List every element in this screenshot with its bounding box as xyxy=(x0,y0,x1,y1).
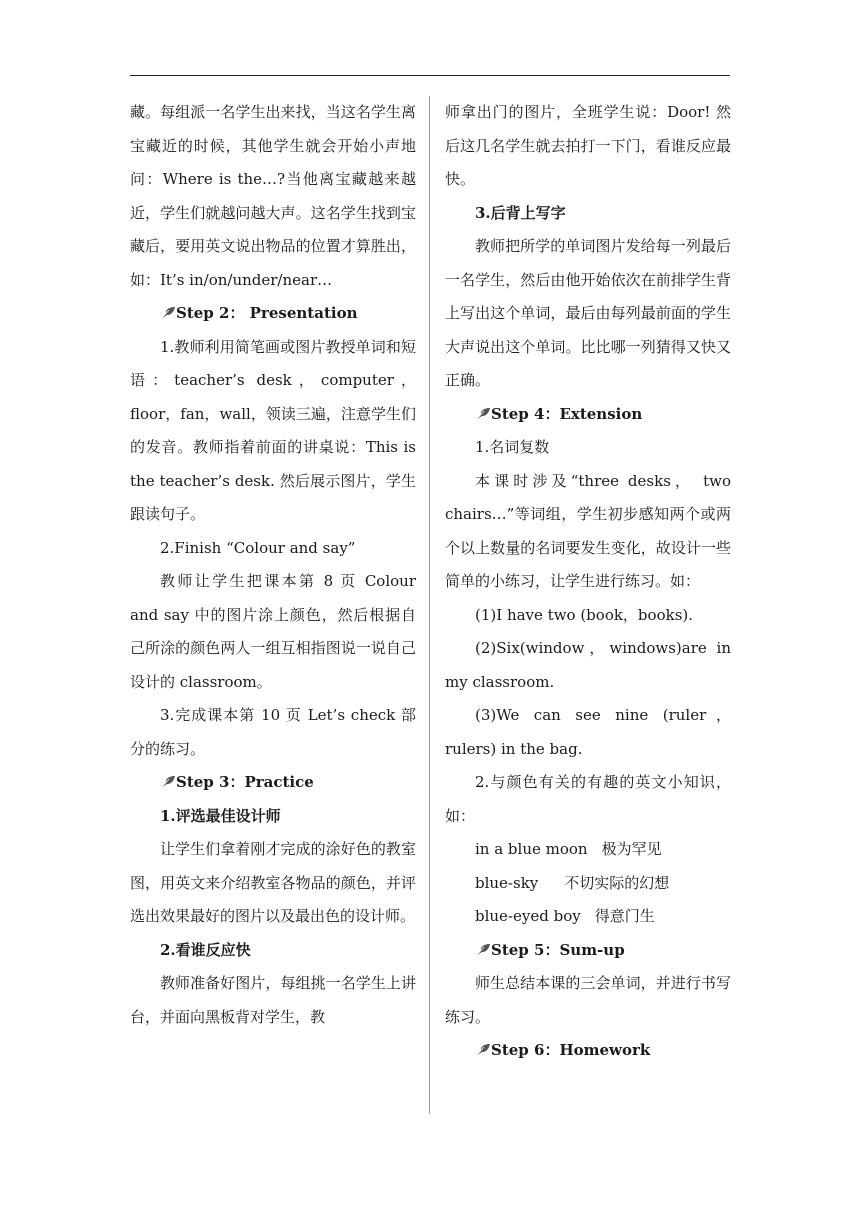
paragraph: 2.Finish “Colour and say” xyxy=(160,538,356,557)
exercise-item: (3)We can see nine (ruler，rulers) in the bag. xyxy=(445,706,731,758)
step-title: Step 5：Sum-up xyxy=(491,940,625,959)
phrase-en: blue-sky xyxy=(475,873,539,892)
column-divider xyxy=(429,96,430,1114)
paragraph: 2.与颜色有关的有趣的英文小知识，如： xyxy=(445,773,731,825)
step-title: Step 2： Presentation xyxy=(176,304,358,322)
sub-heading: 1.评选最佳设计师 xyxy=(160,806,281,825)
paragraph: 本课时涉及“three desks， two chairs…”等词组，学生初步感知两个或两个以上数量的名词要发生变化，故设计一些简单的小练习，让学生进行练习。如： xyxy=(445,471,731,590)
paragraph: 藏。每组派一名学生出来找，当这名学生离宝藏近的时候，其他学生就会开始小声地问：Where is the…?当他离宝藏越来越近，学生们就越问越大声。这名学生找到宝藏后，要用英文说出物品的位置才算胜出，如：It’s in/on/under/near… xyxy=(130,103,416,289)
step-heading xyxy=(445,398,731,432)
paragraph: 1.名词复数 xyxy=(475,438,550,456)
feather-pen-icon xyxy=(160,775,176,789)
paragraph: 1.教师利用简笔画或图片教授单词和短语：teacher’s desk，computer，floor，fan，wall，领读三遍，注意学生们的发音。教师指着前面的讲桌说：This is the teacher’s desk. 然后展示图片，学生跟读句子。 xyxy=(130,337,416,523)
phrase-zh: 得意门生 xyxy=(594,907,655,925)
paragraph: 教师把所学的单词图片发给每一列最后一名学生，然后由他开始依次在前排学生背上写出这个单词，最后由每列最前面的学生大声说出这个单词。比比哪一列猜得又快又正确。 xyxy=(445,237,731,389)
exercise-item: (1)I have two (book，books). xyxy=(475,605,694,624)
paragraph: 教师让学生把课本第 8 页 Colour and say 中的图片涂上颜色，然后根据自己所涂的颜色两人一组互相指图说一说自己设计的 classroom。 xyxy=(130,572,416,691)
sub-heading: 2.看谁反应快 xyxy=(160,940,251,959)
feather-pen-icon xyxy=(475,1043,491,1057)
phrase-zh: 不切实际的幻想 xyxy=(564,873,670,892)
right-column xyxy=(445,96,731,1068)
step-title: Step 6：Homework xyxy=(491,1041,651,1059)
paragraph: 教师准备好图片，每组挑一名学生上讲台，并面向黑板背对学生，教 xyxy=(130,974,416,1026)
step-heading xyxy=(130,297,416,331)
paragraph: 师生总结本课的三会单词，并进行书写练习。 xyxy=(445,974,731,1026)
header-rule xyxy=(130,75,730,76)
step-title: Step 4：Extension xyxy=(491,404,643,423)
step-title: Step 3：Practice xyxy=(176,773,314,791)
paragraph: 3.完成课本第 10 页 Let’s check 部分的练习。 xyxy=(130,706,416,758)
phrase-item xyxy=(445,900,731,934)
feather-pen-icon xyxy=(160,306,176,320)
exercise-item: (2)Six(window，windows)are in my classroom. xyxy=(445,639,731,691)
step-heading xyxy=(130,766,416,800)
step-heading xyxy=(445,934,731,968)
feather-pen-icon xyxy=(475,407,491,421)
phrase-en: blue-eyed boy xyxy=(475,907,581,925)
phrase-item xyxy=(445,833,731,867)
phrase-item xyxy=(445,867,731,901)
feather-pen-icon xyxy=(475,943,491,957)
step-heading xyxy=(445,1034,731,1068)
paragraph: 师拿出门的图片，全班学生说：Door! 然后这几名学生就去拍打一下门，看谁反应最快。 xyxy=(445,103,731,188)
phrase-zh: 极为罕见 xyxy=(601,840,662,858)
phrase-en: in a blue moon xyxy=(475,840,588,858)
paragraph: 让学生们拿着刚才完成的涂好色的教室图，用英文来介绍教室各物品的颜色，并评选出效果最好的图片以及最出色的设计师。 xyxy=(130,840,416,925)
left-column xyxy=(130,96,416,1034)
sub-heading: 3.后背上写字 xyxy=(475,203,566,222)
